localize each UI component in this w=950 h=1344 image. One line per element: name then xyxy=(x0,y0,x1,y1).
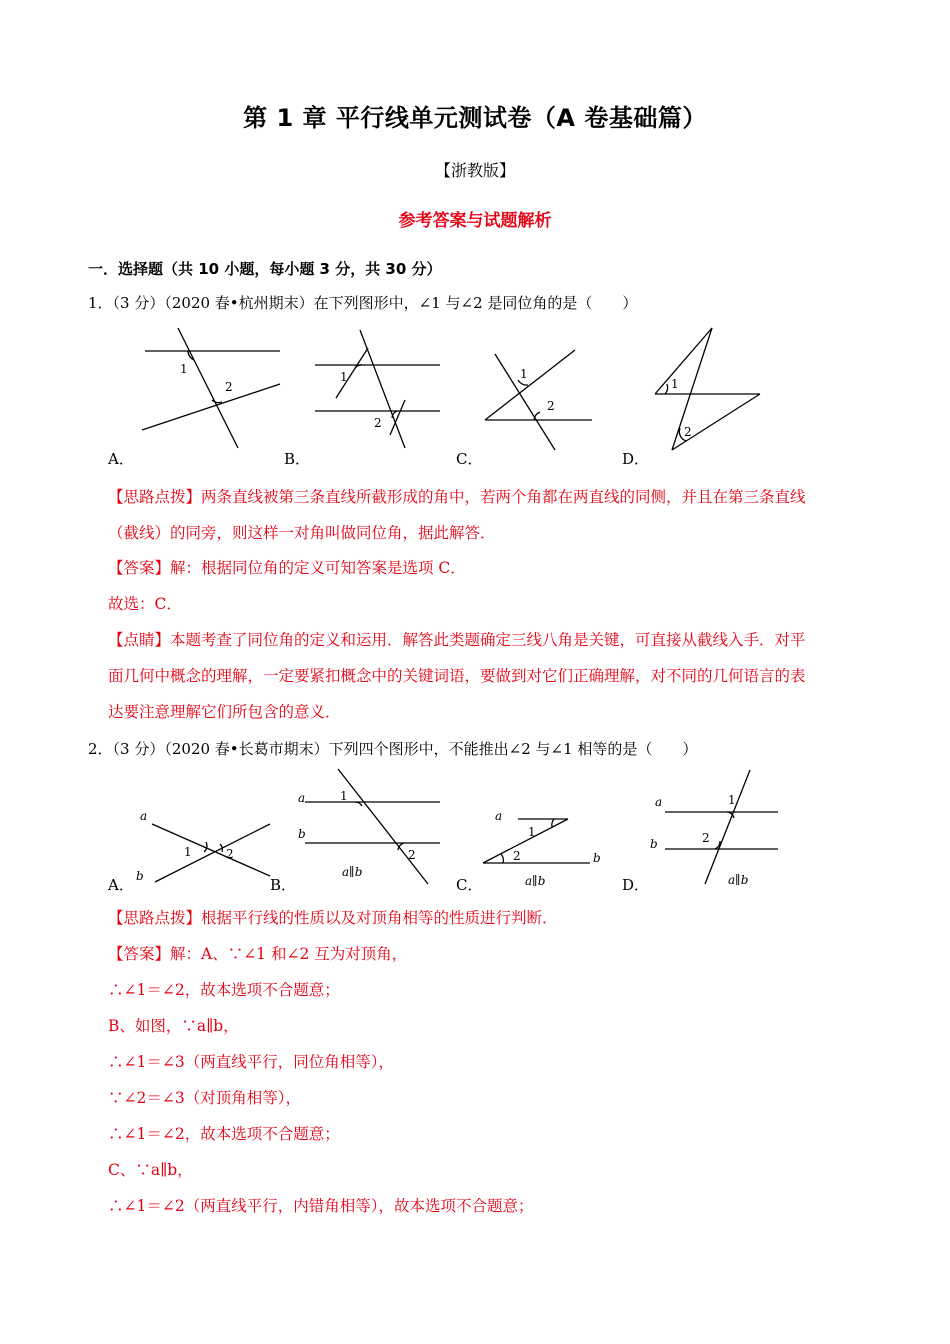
q1-option-d: D． xyxy=(622,450,650,468)
q2-solution-line-6: ∴∠1＝∠2，故本选项不合题意； xyxy=(108,1125,340,1143)
q2-b-label-a: a xyxy=(298,791,306,805)
q1-hint-cont: （截线）的同旁，则这样一对角叫做同位角，据此解答． xyxy=(108,524,496,542)
q1-comment-line-3: 达要注意理解它们所包含的意义． xyxy=(108,703,341,721)
q2-a-label-2: 2 xyxy=(226,847,234,861)
q1-option-c: C． xyxy=(456,450,483,468)
q2-option-b: B． xyxy=(270,876,297,894)
answers-heading: 参考答案与试题解析 xyxy=(398,211,552,231)
q2-d-parallel: a∥b xyxy=(728,873,749,887)
q1-a-label-2: 2 xyxy=(225,380,233,394)
q2-d-label-b: b xyxy=(650,837,658,851)
q2-a-label-a: a xyxy=(140,809,148,823)
q2-d-label-2: 2 xyxy=(702,831,710,845)
q2-c-parallel: a∥b xyxy=(525,874,546,888)
q2-c-label-a: a xyxy=(495,809,503,823)
q2-option-d: D． xyxy=(622,876,650,894)
q1-b-label-2: 2 xyxy=(374,416,382,430)
q1-figure-c xyxy=(485,350,592,450)
q1-figure-a xyxy=(142,328,280,448)
q2-solution-line-2: ∴∠1＝∠2，故本选项不合题意； xyxy=(108,981,340,999)
q2-b-label-b: b xyxy=(298,827,306,841)
q2-solution-line-4: ∴∠1＝∠3（两直线平行，同位角相等）， xyxy=(108,1053,394,1071)
q2-option-c: C． xyxy=(456,876,483,894)
q2-d-label-a: a xyxy=(655,795,663,809)
q2-b-label-2: 2 xyxy=(408,848,416,862)
q2-b-label-1: 1 xyxy=(340,789,348,803)
q2-d-label-1: 1 xyxy=(728,793,736,807)
q1-option-b: B． xyxy=(284,450,311,468)
q1-answer: 【答案】解：根据同位角的定义可知答案是选项 C． xyxy=(108,559,466,577)
q2-solution-line-8: ∴∠1＝∠2（两直线平行，内错角相等），故本选项不合题意； xyxy=(108,1197,534,1215)
q2-figure-b xyxy=(305,769,440,884)
q2-b-parallel: a∥b xyxy=(342,865,363,879)
q2-figure-d xyxy=(665,770,778,884)
q1-choice: 故选：C． xyxy=(108,595,182,613)
q1-hint: 【思路点拨】两条直线被第三条直线所截形成的角中，若两个角都在两直线的同侧，并且在第三条直线 xyxy=(108,488,806,506)
q2-a-label-1: 1 xyxy=(184,845,192,859)
q2-solution-line-5: ∵∠2＝∠3（对顶角相等）， xyxy=(108,1089,301,1107)
q1-c-label-2: 2 xyxy=(547,399,555,413)
q1-comment-line-1: 【点睛】本题考查了同位角的定义和运用．解答此类题确定三线八角是关键，可直接从截线入手．对平 xyxy=(108,631,806,649)
q1-b-label-1: 1 xyxy=(340,370,348,384)
q1-option-a: A． xyxy=(108,450,134,468)
q1-c-label-1: 1 xyxy=(520,367,528,381)
q2-hint: 【思路点拨】根据平行线的性质以及对顶角相等的性质进行判断． xyxy=(108,909,558,927)
q1-d-label-1: 1 xyxy=(671,377,679,391)
q1-figures xyxy=(100,320,800,470)
q1-a-label-1: 1 xyxy=(180,362,188,376)
q2-stem: 2．（3 分）（2020 春•长葛市期末）下列四个图形中，不能推出∠2 与∠1 相等的是（ ） xyxy=(88,740,698,758)
q2-c-label-b: b xyxy=(593,851,601,865)
q2-solution-line-1: 【答案】解：A、∵∠1 和∠2 互为对顶角， xyxy=(108,945,408,963)
q1-comment-line-2: 面几何中概念的理解，一定要紧扣概念中的关键词语，要做到对它们正确理解，对不同的几何语言的表 xyxy=(108,667,806,685)
section-heading: 一．选择题（共 10 小题，每小题 3 分，共 30 分） xyxy=(88,260,442,278)
q1-stem: 1．（3 分）（2020 春•杭州期末）在下列图形中，∠1 与∠2 是同位角的是（ ） xyxy=(88,294,638,312)
q2-figure-a xyxy=(152,824,270,882)
q1-d-label-2: 2 xyxy=(684,425,692,439)
q2-solution-line-7: C、∵a∥b， xyxy=(108,1161,193,1179)
q2-figures xyxy=(100,764,800,894)
q2-c-label-2: 2 xyxy=(513,849,521,863)
edition-label: 【浙教版】 xyxy=(434,161,515,180)
q2-a-label-b: b xyxy=(136,869,144,883)
q2-option-a: A． xyxy=(108,876,134,894)
q1-figure-b xyxy=(315,330,440,448)
page-title: 第 1 章 平行线单元测试卷（A 卷基础篇） xyxy=(243,104,707,132)
q2-figure-c xyxy=(483,819,590,863)
q2-c-label-1: 1 xyxy=(528,825,536,839)
q2-solution-line-3: B、如图，∵a∥b， xyxy=(108,1017,239,1035)
